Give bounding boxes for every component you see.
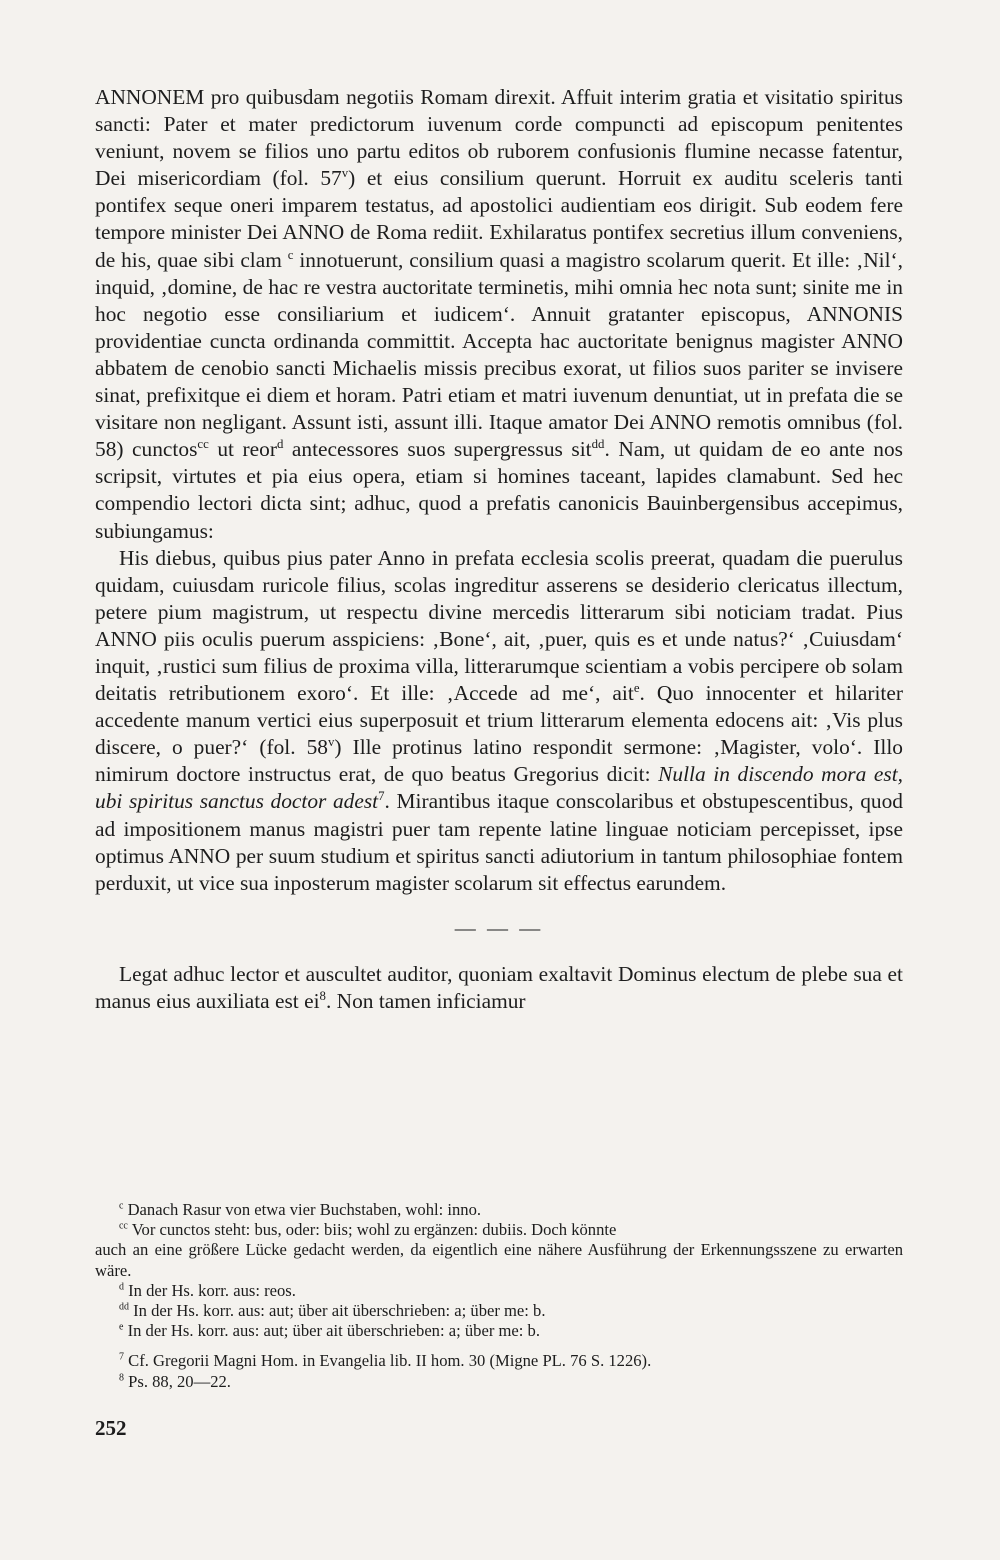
footnote bbox=[95, 1220, 903, 1240]
text-run: His diebus, quibus pius pater Anno in prefata ecclesia scolis preerat, quadam die puerulus quidam, cuiusdam ruricole filius, scolas ingreditur asserens se desiderio clericatus illectum, petere pium magistrum, ut respectu divine mercedis litterarum sibi noticiam tradat. Pius ANNO piis oculis puerum asspiciens: ‚Bone‘, ait, ‚puer, quis es et unde natus?‘ ‚Cuiusdam‘ inquit, ‚rustici sum filius de proxima villa, litterarumque scientiam a vobis percipere ob solam deitatis retributionem exoro‘. Et ille: ‚Accede ad me‘, ait bbox=[95, 545, 903, 706]
text-run: ) Ille protinus latino respondit sermone: ‚Magister, volo‘. Illo nimirum doctore instructus erat, de quo beatus Gregorius dicit: bbox=[95, 735, 903, 787]
footnote-text: auch an eine größere Lücke gedacht werden, da eigentlich eine nähere Ausführung der Erkennungsszene zu erwarten wäre. bbox=[95, 1240, 903, 1280]
text-run: . Quo innocenter et hilariter accedente manum vertici eius superposuit et trium litterarum elementa edocens ait: ‚Vis plus discere, o puer?‘ (fol. 58 bbox=[95, 681, 903, 760]
reference-mark: 7 bbox=[119, 1351, 124, 1363]
footnote-mark-dd: dd bbox=[591, 437, 605, 452]
footnote bbox=[95, 1321, 903, 1341]
footnote-mark: cc bbox=[119, 1220, 128, 1232]
footnote-text: In der Hs. korr. aus: reos. bbox=[123, 1280, 296, 1300]
footnote bbox=[95, 1301, 903, 1321]
footnote-mark: e bbox=[119, 1321, 124, 1333]
footnote-text: In der Hs. korr. aus: aut; über ait überschrieben: a; über me: b. bbox=[128, 1301, 546, 1321]
footnote-mark-e: e bbox=[633, 680, 640, 695]
text-run: . Nam, ut quidam de eo ante nos scripsit, virtutes et pia eius opera, etiam si homines taceant, lapides clamabunt. Sed hec compendio lectori dicta sint; adhuc, quod a prefatis canonicis Bauinbergensibus accepimus, subiungamus: bbox=[95, 437, 903, 543]
text-run: Legat adhuc lector et auscultet auditor, quoniam exaltavit Dominus electum de plebe sua et manus eius auxiliata est ei bbox=[95, 961, 903, 1013]
paragraph-3 bbox=[95, 961, 903, 1015]
main-text bbox=[95, 84, 903, 1015]
text-run: ANNONEM pro quibusdam negotiis Romam direxit. Affuit interim gratia et visitatio spiritus sancti: Pater et mater predictorum iuvenum corde compuncti ad episcopum penitentes veniunt, novem se filios uno partu editos ob ruborem confusionis flumine necasse fatentur, Dei misericordiam (fol. 57 bbox=[95, 85, 903, 191]
paragraph-1 bbox=[95, 84, 903, 545]
footnote-mark: dd bbox=[119, 1301, 129, 1313]
reference-note bbox=[95, 1372, 903, 1392]
footnote-text: In der Hs. korr. aus: aut; über ait überschrieben: a; über me: b. bbox=[123, 1321, 540, 1341]
text-run: antecessores suos supergressus sit bbox=[283, 437, 592, 462]
section-separator: — — — bbox=[454, 915, 544, 940]
footnote-mark-d: d bbox=[276, 437, 284, 452]
footnotes bbox=[95, 1200, 903, 1392]
footnote-mark: c bbox=[119, 1200, 124, 1212]
quotation-italic: Nulla in discendo mora est, ubi spiritus sanctus doctor adest bbox=[95, 762, 903, 814]
footnote-text: Danach Rasur von etwa vier Buchstaben, wohl: inno. bbox=[123, 1200, 482, 1219]
reference-note bbox=[95, 1351, 903, 1371]
paragraph-2 bbox=[95, 545, 903, 897]
text-run: ut reor bbox=[208, 437, 277, 462]
folio-verso-mark: v bbox=[328, 735, 335, 750]
text-run: . Mirantibus itaque conscolaribus et obstupescentibus, quod ad impositionem manus magistri puer tam repente latine linguae noticiam percepisset, ipse optimus ANNO per suum studium et spiritus sancti adiutorium in tantum philosophiae fontem perduxit, ut vice sua inposterum magister scolarum sit effectus earundem. bbox=[95, 789, 903, 895]
reference-text: Ps. 88, 20—22. bbox=[123, 1371, 231, 1391]
footnote-mark-cc: cc bbox=[197, 437, 209, 452]
footnote bbox=[95, 1281, 903, 1301]
reference-mark: 8 bbox=[119, 1372, 124, 1384]
footnote bbox=[95, 1200, 903, 1220]
text-run: ) et eius consilium querunt. Horruit ex auditu sceleris tanti pontifex seque oneri imparem testatus, ad apostolici audientiam eos dirigit. Sub eodem fere tempore minister Dei ANNO de Roma rediit. Exhilaratus pontifex secretius illum conveniens, de his, quae sibi clam bbox=[95, 166, 903, 272]
reference-text: Cf. Gregorii Magni Hom. in Evangelia lib. II hom. 30 (Migne PL. 76 S. 1226). bbox=[123, 1351, 652, 1371]
footnote-gap bbox=[95, 1341, 903, 1351]
footnote-text: Vor cunctos steht: bus, oder: biis; wohl zu ergänzen: dubiis. Doch könnte bbox=[127, 1220, 617, 1240]
text-run: innotuerunt, consilium quasi a magistro scolarum querit. Et ille: ‚Nil‘, inquid, ‚domine, de hac re vestra auctoritate terminetis, mihi omnia hec nota sunt; sinite me in hoc negotio esse consiliarium et iudicem‘. Annuit gratanter episcopus, ANNONIS providentiae cuncta ordinanda committit. Accepta hac auctoritate benignus magister ANNO abbatem de cenobio sancti Michaelis missis precibus exorat, ut filios suos pariter se invisere sinat, prefixitque ei diem et horam. Patri etiam et matri iuvenum denuntiat, ut in prefata die se visitare non negligant. Assunt isti, assunt illi. Itaque amator Dei ANNO remotis omnibus (fol. 58) cunctos bbox=[95, 247, 904, 462]
footnote-continuation bbox=[95, 1240, 903, 1280]
page-number: 252 bbox=[95, 1416, 127, 1440]
reference-mark-7: 7 bbox=[378, 789, 385, 804]
footnote-mark: d bbox=[119, 1281, 124, 1293]
footnote-mark-c: c bbox=[287, 247, 294, 262]
text-run: . Non tamen inficiamur bbox=[325, 988, 526, 1013]
folio-verso-mark: v bbox=[341, 166, 349, 181]
reference-mark-8: 8 bbox=[319, 988, 326, 1003]
